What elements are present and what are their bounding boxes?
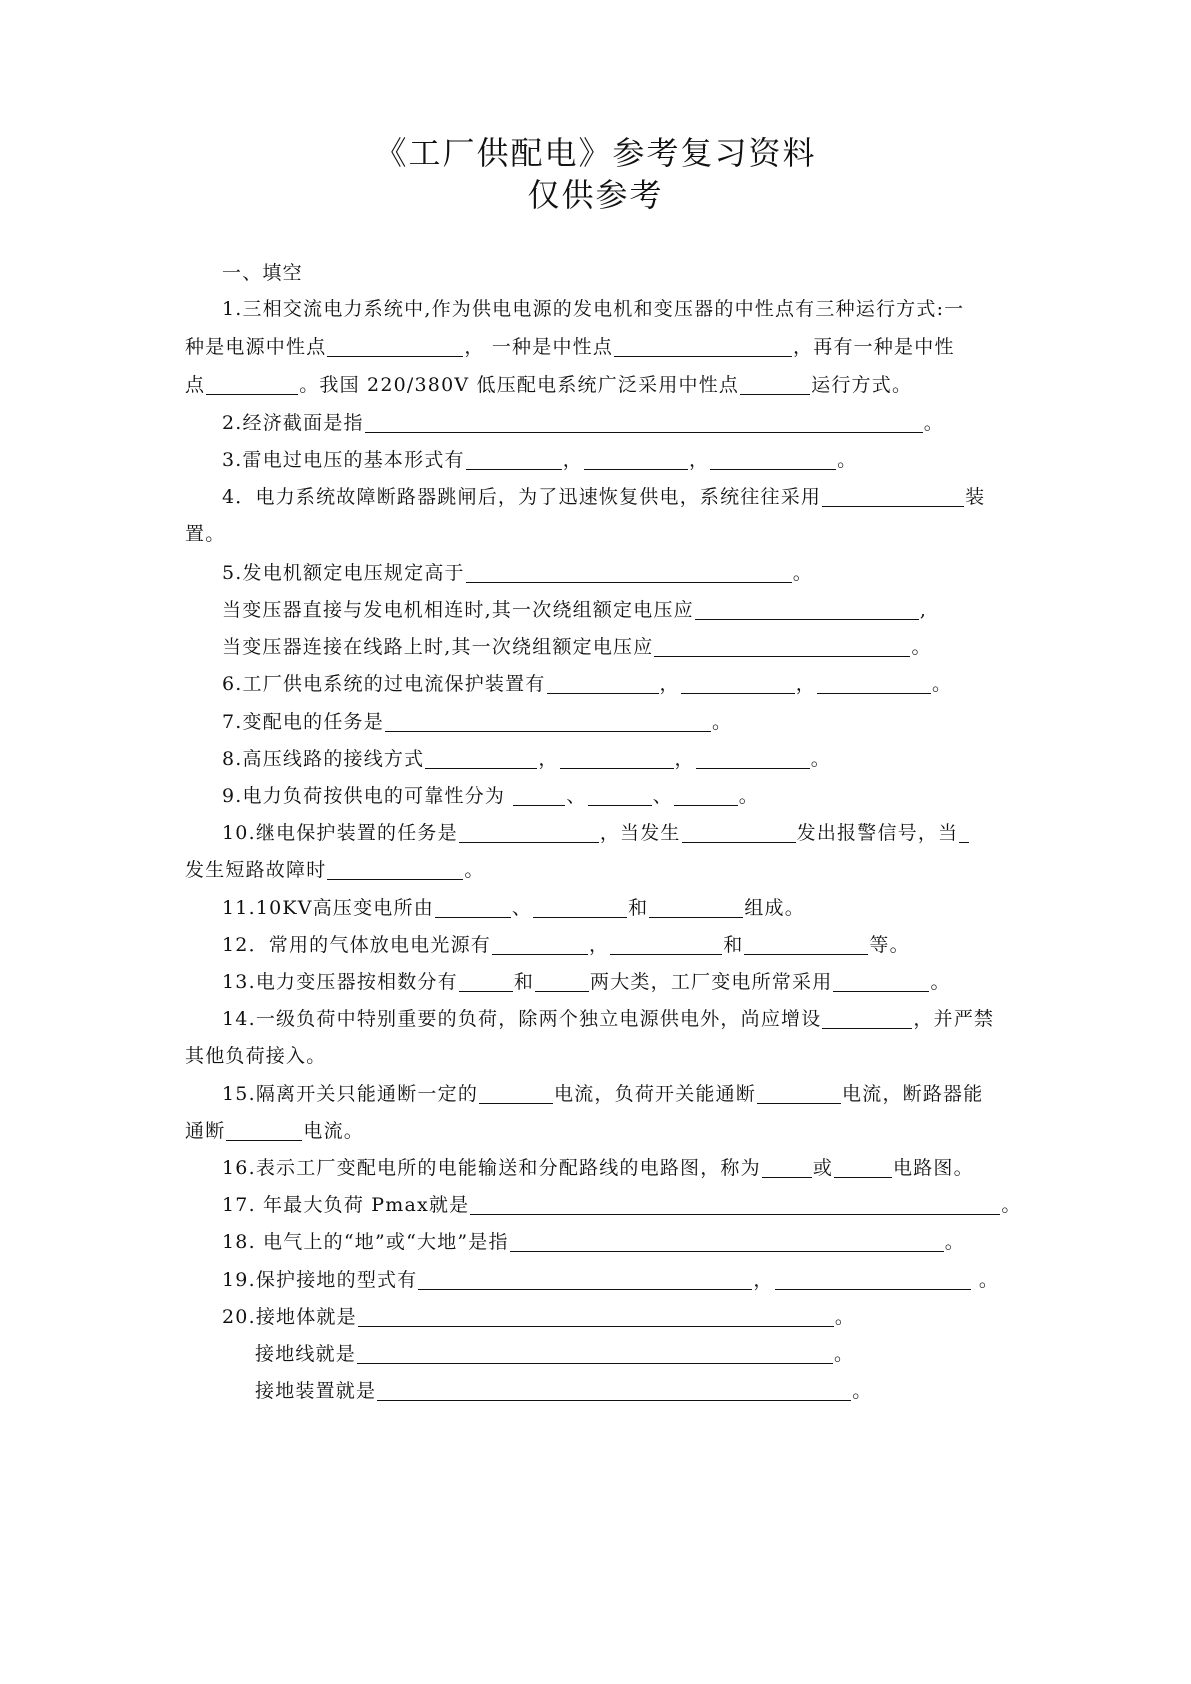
blank[interactable] <box>327 859 463 880</box>
blank[interactable] <box>959 822 969 843</box>
question-11: 11.10KV高压变电所由 、 和 组成。 <box>222 897 805 919</box>
question-18: 18. 电气上的“地”或“大地”是指 。 <box>222 1231 965 1253</box>
blank[interactable] <box>535 971 589 992</box>
question-13: 13.电力变压器按相数分有 和 两大类，工厂变电所常采用 。 <box>222 971 951 993</box>
blank[interactable] <box>418 1269 752 1290</box>
blank[interactable] <box>425 748 537 769</box>
question-10-line-1: 10.继电保护装置的任务是 ，当发生 发出报警信号，当 <box>222 820 970 846</box>
blank[interactable] <box>833 971 929 992</box>
blank[interactable] <box>479 1083 553 1104</box>
question-19: 19.保护接地的型式有 ， 。 <box>222 1269 1000 1291</box>
blank[interactable] <box>513 785 565 806</box>
question-5-line-2: 当变压器直接与发电机相连时,其一次绕组额定电压应 , <box>222 599 928 621</box>
blank[interactable] <box>682 822 796 843</box>
question-1-line-3: 点 。我国 220/380V 低压配电系统广泛采用中性点 运行方式。 <box>185 374 913 396</box>
blank[interactable] <box>762 1157 812 1178</box>
blank[interactable] <box>674 785 738 806</box>
blank[interactable] <box>654 636 910 657</box>
blank[interactable] <box>533 897 627 918</box>
document-title: 《工厂供配电》参考复习资料 <box>374 134 817 172</box>
blank[interactable] <box>466 449 562 470</box>
question-15-line-2: 通断 电流。 <box>185 1120 365 1142</box>
question-14-line-2: 其他负荷接入。 <box>185 1045 327 1067</box>
document-subtitle: 仅供参考 <box>527 176 664 214</box>
section-heading: 一、填空 <box>222 262 303 284</box>
question-8: 8.高压线路的接线方式 ， ， 。 <box>222 748 831 770</box>
question-17: 17. 年最大负荷 Pmax就是 。 <box>222 1194 1022 1216</box>
blank[interactable] <box>695 599 919 620</box>
question-1-line-1: 1.三相交流电力系统中,作为供电电源的发电机和变压器的中性点有三种运行方式:一 <box>222 298 965 320</box>
question-5-line-1: 5.发电机额定电压规定高于 。 <box>222 562 813 584</box>
blank[interactable] <box>510 1231 944 1252</box>
blank[interactable] <box>206 374 298 395</box>
blank[interactable] <box>817 673 931 694</box>
blank[interactable] <box>822 486 964 507</box>
blank[interactable] <box>740 374 810 395</box>
blank[interactable] <box>435 897 511 918</box>
blank[interactable] <box>610 934 722 955</box>
question-10-line-2: 发生短路故障时 。 <box>185 859 485 881</box>
question-16: 16.表示工厂变配电所的电能输送和分配路线的电路图，称为 或 电路图。 <box>222 1157 974 1179</box>
question-6: 6.工厂供电系统的过电流保护装置有 ， ， 。 <box>222 673 953 695</box>
blank[interactable] <box>547 673 659 694</box>
blank[interactable] <box>470 1194 1000 1215</box>
question-3: 3.雷电过电压的基本形式有 ， ， 。 <box>222 449 858 471</box>
blank[interactable] <box>377 1380 851 1401</box>
blank[interactable] <box>696 748 810 769</box>
blank[interactable] <box>358 1306 834 1327</box>
blank[interactable] <box>681 673 795 694</box>
blank[interactable] <box>744 934 868 955</box>
blank[interactable] <box>385 711 711 732</box>
blank[interactable] <box>327 336 463 357</box>
blank[interactable] <box>584 449 688 470</box>
blank[interactable] <box>492 934 588 955</box>
question-1-line-2: 种是电源中性点 ， 一种是中性点 ，再有一种是中性 <box>185 336 955 358</box>
question-20-line-2: 接地线就是 。 <box>255 1343 855 1365</box>
blank[interactable] <box>614 336 792 357</box>
blank[interactable] <box>365 412 923 433</box>
question-20-line-3: 接地装置就是 。 <box>255 1380 873 1402</box>
question-4-line-2: 置。 <box>185 523 226 545</box>
blank[interactable] <box>466 562 792 583</box>
blank[interactable] <box>459 822 599 843</box>
question-14-line-1: 14.一级负荷中特别重要的负荷，除两个独立电源供电外，尚应增设 ，并严禁 <box>222 1008 995 1030</box>
blank[interactable] <box>834 1157 892 1178</box>
question-15-line-1: 15.隔离开关只能通断一定的 电流，负荷开关能通断 电流，断路器能 <box>222 1083 984 1105</box>
blank[interactable] <box>822 1008 912 1029</box>
blank[interactable] <box>560 748 674 769</box>
question-12: 12．常用的气体放电电光源有 ， 和 等。 <box>222 934 910 956</box>
blank[interactable] <box>775 1269 971 1290</box>
blank[interactable] <box>710 449 836 470</box>
blank[interactable] <box>649 897 743 918</box>
question-9: 9.电力负荷按供电的可靠性分为 、 、 。 <box>222 785 759 807</box>
blank[interactable] <box>357 1343 833 1364</box>
blank[interactable] <box>459 971 513 992</box>
blank[interactable] <box>588 785 652 806</box>
blank[interactable] <box>757 1083 841 1104</box>
question-7: 7.变配电的任务是 。 <box>222 711 733 733</box>
question-20-line-1: 20.接地体就是 。 <box>222 1306 856 1328</box>
blank[interactable] <box>226 1120 302 1141</box>
question-4-line-1: 4．电力系统故障断路器跳闸后，为了迅速恢复供电，系统往往采用 装 <box>222 486 986 508</box>
question-2: 2.经济截面是指 。 <box>222 412 944 434</box>
question-5-line-3: 当变压器连接在线路上时,其一次绕组额定电压应 。 <box>222 636 932 658</box>
